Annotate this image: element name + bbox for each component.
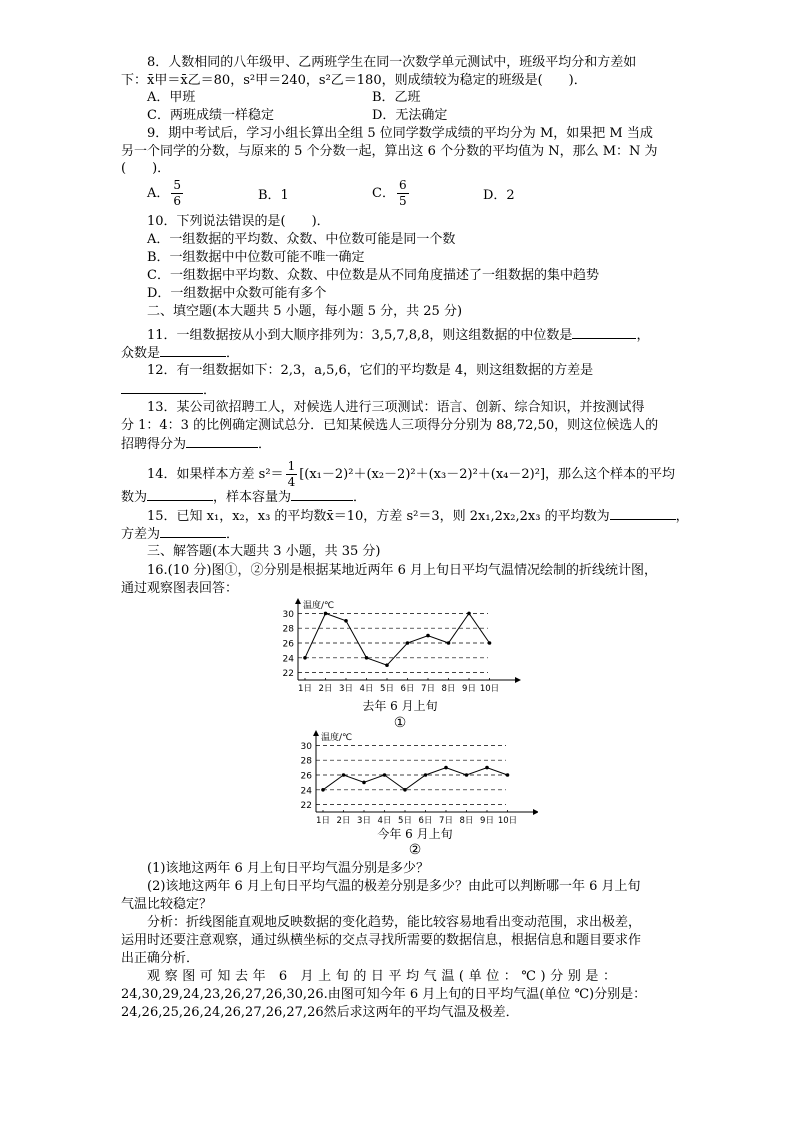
chart2-label: ② — [408, 842, 422, 858]
y-tick-label: 22 — [300, 801, 312, 812]
q11-line2-end: ． — [226, 346, 240, 361]
q15-text2: 方差为 — [121, 527, 161, 542]
q13-line3-end: ． — [258, 437, 272, 452]
q11-line2 — [121, 344, 239, 363]
y-tick-label: 26 — [300, 771, 312, 782]
q9-option-c — [372, 178, 411, 209]
q14-answer-blank-1[interactable] — [147, 488, 213, 501]
q13-line1: 13．某公司欲招聘工人，对候选人进行三项测试：语言、创新、综合知识，并按测试得 — [147, 400, 645, 415]
y-tick-label: 26 — [282, 639, 294, 650]
q16-observation-line1: 观察图可知去年 6 月上旬的日平均气温(单位：℃)分别是： — [147, 969, 621, 984]
x-tick-label: 3日 — [357, 816, 371, 826]
q14-text2b: ，样本容量为 — [213, 490, 292, 505]
q15-answer-blank-1[interactable] — [610, 507, 676, 520]
y-tick-label: 24 — [282, 654, 294, 665]
x-tick-label: 5日 — [398, 816, 412, 826]
q16-analysis-line1: 分析：折线图能直观地反映数据的变化趋势，能比较容易地看出变动范围，求出极差， — [147, 915, 642, 930]
data-point — [403, 788, 407, 792]
x-tick-label: 8日 — [459, 816, 474, 826]
q12-answer-blank[interactable] — [121, 381, 203, 394]
x-tick-label: 2日 — [318, 684, 333, 694]
data-point — [447, 641, 451, 645]
q12-line2 — [121, 381, 216, 400]
y-axis-arrow — [313, 730, 319, 736]
q9-option-b: B．1 — [258, 188, 289, 203]
q14-line2-end: ． — [353, 490, 367, 505]
q10-option-b: B．一组数据中中位数可能不唯一确定 — [147, 250, 365, 265]
q11-line1 — [147, 326, 649, 345]
q13-line2: 分 1：4：3 的比例确定测试总分．已知某候选人三项得分分别为 88,72,50，则这位候选人的 — [121, 418, 659, 433]
q13-text3: 招聘得分为 — [121, 437, 187, 452]
x-tick-label: 5日 — [380, 684, 394, 694]
q9-option-c-denominator: 5 — [398, 194, 407, 208]
data-point — [506, 773, 510, 777]
x-tick-label: 4日 — [359, 684, 374, 694]
q9-option-c-fraction — [397, 178, 409, 209]
q14-fraction-numerator: 1 — [287, 459, 296, 473]
data-point — [426, 634, 430, 638]
section3-heading: 三、解答题(本大题共 3 小题，共 35 分) — [147, 544, 381, 559]
y-tick-label: 24 — [300, 786, 312, 797]
q15-line1-end: ， — [675, 509, 689, 524]
x-tick-label: 9日 — [480, 816, 494, 826]
x-tick-label: 7日 — [421, 684, 435, 694]
x-axis-arrow — [515, 677, 521, 683]
x-tick-label: 1日 — [316, 816, 330, 826]
chart1-caption: 去年 6 月上旬 — [362, 699, 438, 713]
y-tick-label: 30 — [282, 609, 294, 620]
chart2-caption: 今年 6 月上旬 — [377, 827, 453, 841]
q9-option-d: D．2 — [483, 188, 515, 203]
q16-analysis-line2: 运用时还要注意观察，通过纵横坐标的交点寻找所需要的数据信息，根据信息和题目要求作 — [121, 933, 642, 948]
data-point — [444, 766, 448, 770]
data-point — [488, 641, 492, 645]
q14-line2 — [121, 488, 366, 507]
x-tick-label: 4日 — [377, 816, 392, 826]
q11-answer-blank-2[interactable] — [160, 344, 226, 357]
q16-analysis-line3: 出正确分析． — [121, 951, 200, 966]
q9-line3: ( )． — [121, 161, 171, 176]
data-point — [344, 619, 348, 623]
q15-text1: 15．已知 x₁，x₂，x₃ 的平均数x̄＝10，方差 s²＝3，则 2x₁,2x₂,2x₃ 的平均数为 — [147, 509, 610, 524]
q8-option-b: B．乙班 — [372, 90, 421, 105]
q9-option-a-numerator: 5 — [173, 178, 182, 192]
q9-line1: 9．期中考试后，学习小组长算出全组 5 位同学数学成绩的平均分为 M，如果把 M 当成 — [147, 126, 653, 141]
x-tick-label: 2日 — [336, 816, 351, 826]
q9-option-c-numerator: 6 — [398, 178, 407, 192]
line-chart-last-year — [270, 598, 530, 698]
q10-option-d: D．一组数据中众数可能有多个 — [147, 286, 327, 301]
q8-option-c: C．两班成绩一样稳定 — [147, 108, 274, 123]
q9-option-a-denominator: 6 — [173, 194, 182, 208]
q16-observation-line3: 24,26,25,26,24,26,27,26,27,26然后求这两年的平均气温及极差． — [121, 1005, 519, 1020]
q14-text2a: 数为 — [121, 490, 148, 505]
x-tick-label: 1日 — [298, 684, 312, 694]
x-tick-label: 8日 — [441, 684, 456, 694]
q14-answer-blank-2[interactable] — [291, 488, 353, 501]
chart1-label: ① — [393, 715, 407, 731]
x-tick-label: 6日 — [418, 816, 433, 826]
series-line — [305, 613, 490, 665]
data-point — [383, 773, 387, 777]
q11-answer-blank-1[interactable] — [572, 326, 636, 339]
data-point — [362, 781, 366, 785]
y-tick-label: 28 — [300, 756, 312, 767]
x-tick-label: 7日 — [439, 816, 453, 826]
q14-fraction — [286, 459, 298, 490]
data-point — [485, 766, 489, 770]
q9-option-a-label: A． — [147, 186, 170, 201]
section2-heading: 二、填空题(本大题共 5 小题，每小题 5 分，共 25 分) — [147, 304, 463, 319]
y-axis-label: 温度/℃ — [303, 601, 335, 611]
q11-line1-end: ， — [636, 328, 650, 343]
data-point — [406, 641, 410, 645]
y-tick-label: 22 — [282, 669, 294, 680]
q16-observation-line2: 24,30,29,24,23,26,27,26,30,26.由图可知今年 6 月上旬的日平均气温(单位 ℃)分别是： — [121, 987, 647, 1002]
data-point — [321, 788, 325, 792]
data-point — [385, 663, 389, 667]
y-tick-label: 30 — [300, 741, 312, 752]
data-point — [324, 612, 328, 616]
line-chart-this-year — [288, 730, 538, 830]
q16-line2: 通过观察图表回答： — [121, 581, 239, 596]
data-point — [465, 773, 469, 777]
x-tick-label: 10日 — [479, 684, 500, 694]
x-tick-label: 10日 — [497, 816, 518, 826]
q8-line1: 8．人数相同的八年级甲、乙两班学生在同一次数学单元测试中，班级平均分和方差如 — [147, 55, 637, 70]
q15-line2-end: ． — [226, 527, 240, 542]
data-point — [424, 773, 428, 777]
q16-sub1: (1)该地这两年 6 月上旬日平均气温分别是多少？ — [147, 861, 429, 876]
q9-line2: 另一个同学的分数，与原来的 5 个分数一起，算出这 6 个分数的平均值为 N，那么 M：N 为 — [121, 144, 658, 159]
x-tick-label: 3日 — [339, 684, 353, 694]
series-line — [323, 768, 508, 790]
q12-line2-end: ． — [203, 383, 217, 398]
q9-option-a-fraction — [171, 178, 183, 209]
data-point — [342, 773, 346, 777]
q8-option-a: A．甲班 — [147, 90, 196, 105]
q11-text1: 11．一组数据按从小到大顺序排列为：3,5,7,8,8，则这组数据的中位数是 — [147, 328, 573, 343]
data-point — [365, 656, 369, 660]
q13-line3 — [121, 435, 271, 454]
y-axis-label: 温度/℃ — [321, 733, 353, 743]
q16-sub2-line2: 气温比较稳定？ — [121, 897, 213, 912]
q10-line1: 10．下列说法错误的是( )． — [147, 214, 330, 229]
q9-option-c-label: C． — [372, 186, 395, 201]
y-tick-label: 28 — [282, 624, 294, 635]
q14-prefix: 14．如果样本方差 s²＝ — [147, 467, 284, 482]
x-tick-label: 9日 — [462, 684, 476, 694]
y-axis-arrow — [295, 598, 301, 604]
x-axis-arrow — [533, 809, 538, 815]
q12-line1: 12．有一组数据如下：2,3，a,5,6，它们的平均数是 4，则这组数据的方差是 — [147, 363, 594, 378]
q8-option-d: D．无法确定 — [372, 108, 448, 123]
q15-line1 — [147, 507, 689, 526]
q14-suffix: [(x₁－2)²＋(x₂－2)²＋(x₃－2)²＋(x₄－2)²]，那么这个样本的平均 — [299, 467, 676, 482]
q16-sub2-line1: (2)该地这两年 6 月上旬日平均气温的极差分别是多少？由此可以判断哪一年 6 月上旬 — [147, 879, 641, 894]
q14-fraction-denominator: 4 — [287, 475, 296, 489]
q15-line2 — [121, 525, 239, 544]
x-tick-label: 6日 — [400, 684, 415, 694]
q13-answer-blank[interactable] — [186, 435, 258, 448]
q9-option-a — [147, 178, 185, 209]
q10-option-a: A．一组数据的平均数、众数、中位数可能是同一个数 — [147, 232, 456, 247]
q10-option-c: C．一组数据中平均数、众数、中位数是从不同角度描述了一组数据的集中趋势 — [147, 268, 599, 283]
q14-line1 — [147, 459, 675, 491]
data-point — [467, 612, 471, 616]
q16-line1: 16.(10 分)图①，②分别是根据某地近两年 6 月上旬日平均气温情况绘制的折线统计图， — [147, 563, 658, 578]
data-point — [303, 656, 307, 660]
q15-answer-blank-2[interactable] — [160, 525, 226, 538]
q11-text2: 众数是 — [121, 346, 161, 361]
q8-line2: 下：x̄甲＝x̄乙＝80，s²甲＝240，s²乙＝180，则成绩较为稳定的班级是( )． — [121, 73, 587, 88]
